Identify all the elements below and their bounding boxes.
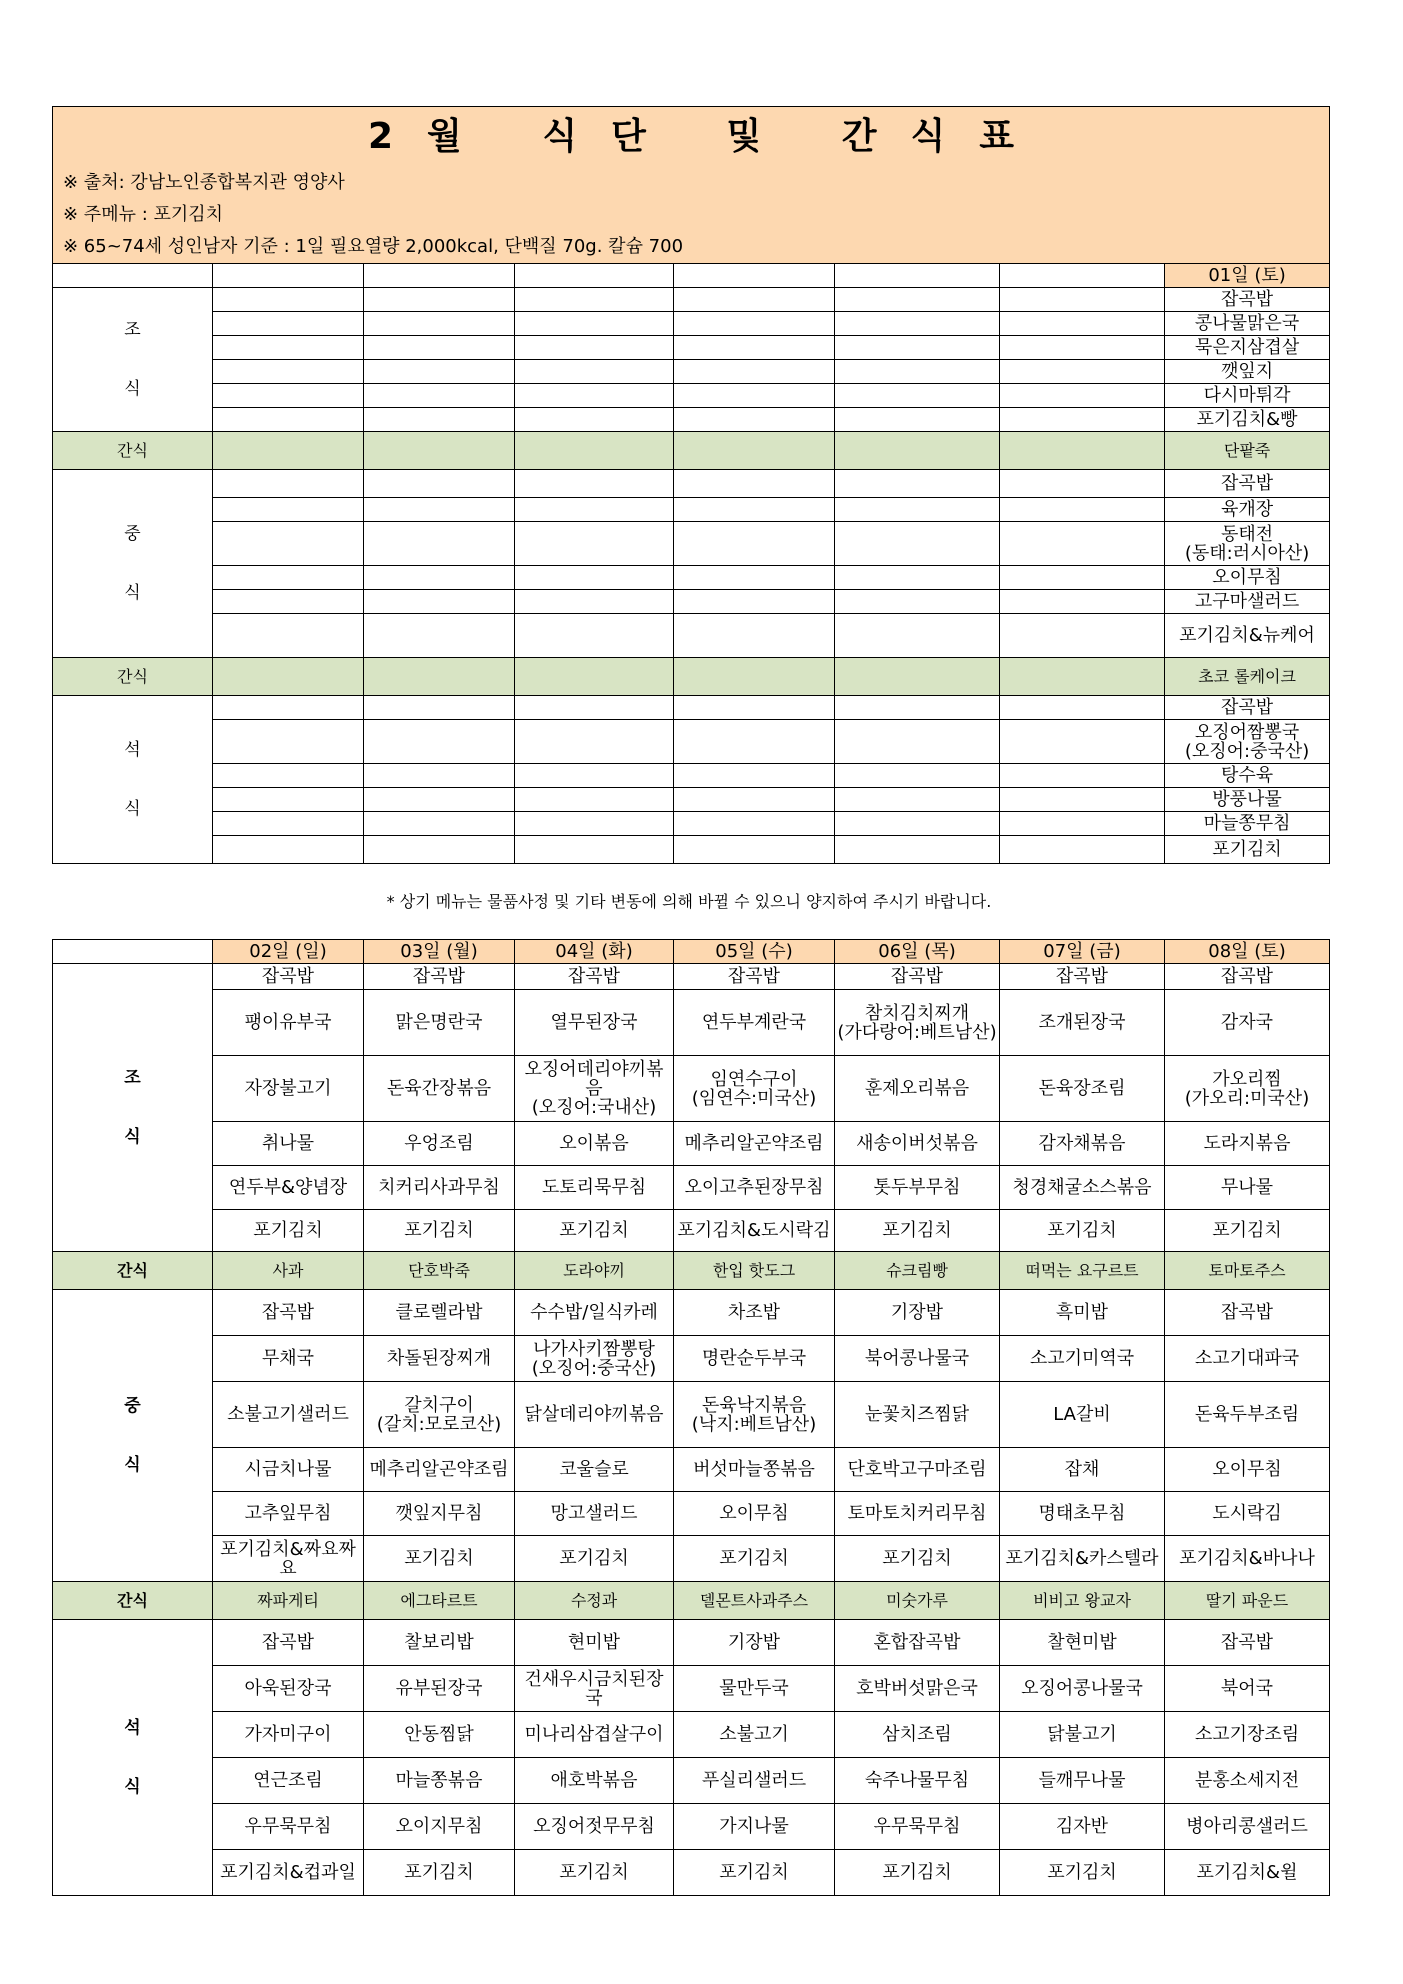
menu-item: 도시락김 [1165, 1492, 1330, 1536]
meal-label [53, 696, 213, 864]
menu-item: 동태전 (동태:러시아산) [1165, 522, 1330, 566]
menu-item: 안동찜닭 [364, 1712, 515, 1758]
menu-row [53, 522, 1330, 566]
menu-item: 호박버섯맑은국 [835, 1666, 1000, 1712]
menu-item: 가자미구이 [213, 1712, 364, 1758]
menu-item: 수수밥/일식카레 [515, 1290, 674, 1336]
day-header: 02일 (일) [213, 940, 364, 964]
menu-item: 잡곡밥 [364, 964, 515, 990]
snack-row [53, 1252, 1330, 1290]
menu-row [53, 964, 1330, 990]
menu-item: 단호박고구마조림 [835, 1448, 1000, 1492]
menu-item: 포기김치 [515, 1850, 674, 1896]
menu-item: 잡곡밥 [835, 964, 1000, 990]
snack-item: 미숫가루 [835, 1582, 1000, 1620]
menu-item: 분홍소세지전 [1165, 1758, 1330, 1804]
menu-item: 갈치구이 (갈치:모로코산) [364, 1382, 515, 1448]
menu-item: 잡곡밥 [213, 1620, 364, 1666]
menu-row [53, 1448, 1330, 1492]
menu-item: 메추리알곤약조림 [674, 1122, 835, 1166]
menu-item: 포기김치 [515, 1536, 674, 1582]
day-header: 03일 (월) [364, 940, 515, 964]
snack-item: 단호박죽 [364, 1252, 515, 1290]
menu-item: 무채국 [213, 1336, 364, 1382]
menu-item: 오이무침 [1165, 566, 1330, 590]
menu-item: 병아리콩샐러드 [1165, 1804, 1330, 1850]
menu-row [53, 566, 1330, 590]
menu-item: 청경채굴소스볶음 [1000, 1166, 1165, 1210]
day-header: 01일 (토) [1165, 264, 1330, 288]
snack-item: 슈크림빵 [835, 1252, 1000, 1290]
menu-item: 포기김치&빵 [1165, 408, 1330, 432]
menu-item: 미나리삼겹살구이 [515, 1712, 674, 1758]
menu-item: 포기김치&도시락김 [674, 1210, 835, 1252]
menu-item: 포기김치 [364, 1210, 515, 1252]
menu-item: 돈육간장볶음 [364, 1056, 515, 1122]
meal-label-top: 석 [124, 1717, 141, 1738]
menu-item: 소불고기샐러드 [213, 1382, 364, 1448]
menu-item: 탕수육 [1165, 764, 1330, 788]
week1-menu-table [52, 106, 1330, 864]
snack-item: 딸기 파운드 [1165, 1582, 1330, 1620]
menu-item: 가오리찜 (가오리:미국산) [1165, 1056, 1330, 1122]
menu-row [53, 1758, 1330, 1804]
menu-item: 고추잎무침 [213, 1492, 364, 1536]
menu-row [53, 312, 1330, 336]
menu-item: 포기김치 [835, 1210, 1000, 1252]
menu-item: 우무묵무침 [835, 1804, 1000, 1850]
menu-item: 망고샐러드 [515, 1492, 674, 1536]
snack-item: 단팥죽 [1165, 432, 1330, 470]
meal-label [53, 1290, 213, 1582]
menu-item: 코울슬로 [515, 1448, 674, 1492]
day-header: 08일 (토) [1165, 940, 1330, 964]
menu-item: 오징어젓무무침 [515, 1804, 674, 1850]
menu-item: 잡곡밥 [1165, 696, 1330, 720]
info-nutrition: ※ 65~74세 성인남자 기준 : 1일 필요열량 2,000kcal, 단백질 70g. 칼슘 700 [63, 236, 684, 257]
menu-item: 조개된장국 [1000, 990, 1165, 1056]
menu-row [53, 1166, 1330, 1210]
menu-item: 포기김치 [674, 1850, 835, 1896]
menu-item: 마늘쫑볶음 [364, 1758, 515, 1804]
header-block [53, 107, 1330, 264]
menu-item: 팽이유부국 [213, 990, 364, 1056]
week1-day-header-row [53, 264, 1330, 288]
day-header: 04일 (화) [515, 940, 674, 964]
page-title: 2월 식단 및 간식표 [368, 116, 1049, 157]
menu-item: 고구마샐러드 [1165, 590, 1330, 614]
menu-item: 무나물 [1165, 1166, 1330, 1210]
day-header: 06일 (목) [835, 940, 1000, 964]
meal-label-top: 중 [124, 523, 141, 544]
menu-row [53, 1620, 1330, 1666]
menu-item: 돈육두부조림 [1165, 1382, 1330, 1448]
menu-item: 포기김치 [674, 1536, 835, 1582]
menu-row [53, 812, 1330, 836]
menu-item: 감자국 [1165, 990, 1330, 1056]
menu-item: 포기김치&윌 [1165, 1850, 1330, 1896]
menu-row [53, 470, 1330, 498]
menu-row [53, 498, 1330, 522]
meal-label-bottom: 식 [124, 1126, 141, 1147]
menu-row [53, 990, 1330, 1056]
menu-item: 깻잎지 [1165, 360, 1330, 384]
menu-item: 톳두부무침 [835, 1166, 1000, 1210]
menu-item: 들깨무나물 [1000, 1758, 1165, 1804]
menu-item: 기장밥 [835, 1290, 1000, 1336]
menu-item: 오징어데리야끼볶음 (오징어:국내산) [515, 1056, 674, 1122]
menu-item: 오이지무침 [364, 1804, 515, 1850]
menu-item: 취나물 [213, 1122, 364, 1166]
week2-menu-table [52, 939, 1330, 1896]
menu-item: 포기김치 [1000, 1210, 1165, 1252]
menu-item: 토마토치커리무침 [835, 1492, 1000, 1536]
menu-row [53, 1536, 1330, 1582]
meal-label [53, 288, 213, 432]
snack-label: 간식 [53, 1582, 213, 1620]
menu-item: 버섯마늘쫑볶음 [674, 1448, 835, 1492]
menu-row [53, 1336, 1330, 1382]
menu-item: 우엉조림 [364, 1122, 515, 1166]
menu-row [53, 1056, 1330, 1122]
meal-label-top: 중 [124, 1395, 141, 1416]
snack-item: 초코 롤케이크 [1165, 658, 1330, 696]
menu-item: 잡곡밥 [515, 964, 674, 990]
menu-row [53, 614, 1330, 658]
menu-item: 삼치조림 [835, 1712, 1000, 1758]
menu-item: 돈육낙지볶음 (낙지:베트남산) [674, 1382, 835, 1448]
menu-item: 포기김치 [515, 1210, 674, 1252]
menu-item: 깻잎지무침 [364, 1492, 515, 1536]
menu-item: 포기김치 [1165, 1210, 1330, 1252]
menu-item: 북어국 [1165, 1666, 1330, 1712]
snack-row [53, 1582, 1330, 1620]
meal-label [53, 470, 213, 658]
menu-item: 훈제오리볶음 [835, 1056, 1000, 1122]
menu-item: 맑은명란국 [364, 990, 515, 1056]
meal-label-bottom: 식 [124, 1776, 141, 1797]
menu-row [53, 1666, 1330, 1712]
menu-item: 애호박볶음 [515, 1758, 674, 1804]
snack-item: 짜파게티 [213, 1582, 364, 1620]
menu-item: 현미밥 [515, 1620, 674, 1666]
snack-item: 에그타르트 [364, 1582, 515, 1620]
meal-label [53, 964, 213, 1252]
menu-item: 포기김치&바나나 [1165, 1536, 1330, 1582]
menu-item: 포기김치 [213, 1210, 364, 1252]
snack-row [53, 432, 1330, 470]
menu-item: 포기김치 [835, 1536, 1000, 1582]
snack-item: 사과 [213, 1252, 364, 1290]
menu-item: 찰보리밥 [364, 1620, 515, 1666]
menu-row [53, 288, 1330, 312]
menu-item: 차돌된장찌개 [364, 1336, 515, 1382]
menu-item: 임연수구이 (임연수:미국산) [674, 1056, 835, 1122]
menu-item: 포기김치 [1000, 1850, 1165, 1896]
menu-item: 마늘쫑무침 [1165, 812, 1330, 836]
menu-item: 연근조림 [213, 1758, 364, 1804]
snack-item: 떠먹는 요구르트 [1000, 1252, 1165, 1290]
snack-label: 간식 [53, 658, 213, 696]
snack-row [53, 658, 1330, 696]
menu-item: 포기김치 [1165, 836, 1330, 864]
meal-label-bottom: 식 [124, 1454, 141, 1475]
snack-item: 델몬트사과주스 [674, 1582, 835, 1620]
menu-item: 도라지볶음 [1165, 1122, 1330, 1166]
menu-item: 포기김치 [835, 1850, 1000, 1896]
info-main-menu: ※ 주메뉴 : 포기김치 [63, 204, 224, 225]
snack-item: 비비고 왕교자 [1000, 1582, 1165, 1620]
snack-item: 한입 핫도그 [674, 1252, 835, 1290]
menu-row [53, 1850, 1330, 1896]
menu-item: 육개장 [1165, 498, 1330, 522]
menu-item: 포기김치&컵과일 [213, 1850, 364, 1896]
menu-item: 건새우시금치된장국 [515, 1666, 674, 1712]
menu-row [53, 1382, 1330, 1448]
menu-item: 오이고추된장무침 [674, 1166, 835, 1210]
menu-item: 숙주나물무침 [835, 1758, 1000, 1804]
menu-row [53, 720, 1330, 764]
meal-label-bottom: 식 [124, 798, 141, 819]
notice-text: * 상기 메뉴는 물품사정 및 기타 변동에 의해 바뀔 수 있으니 양지하여 주시기 바랍니다. [386, 892, 992, 911]
menu-item: 아욱된장국 [213, 1666, 364, 1712]
menu-item: 연두부계란국 [674, 990, 835, 1056]
menu-item: 클로렐라밥 [364, 1290, 515, 1336]
menu-item: 잡곡밥 [213, 1290, 364, 1336]
menu-item: 메추리알곤약조림 [364, 1448, 515, 1492]
menu-item: 찰현미밥 [1000, 1620, 1165, 1666]
menu-item: 포기김치&짜요짜요 [213, 1536, 364, 1582]
menu-item: 오징어콩나물국 [1000, 1666, 1165, 1712]
meal-label-top: 석 [124, 739, 141, 760]
menu-item: 잡곡밥 [1165, 1620, 1330, 1666]
menu-item: 흑미밥 [1000, 1290, 1165, 1336]
snack-item: 수정과 [515, 1582, 674, 1620]
menu-item: 오징어짬뽕국 (오징어:중국산) [1165, 720, 1330, 764]
meal-label-bottom: 식 [124, 582, 141, 603]
menu-row [53, 1210, 1330, 1252]
menu-item: 오이볶음 [515, 1122, 674, 1166]
snack-label: 간식 [53, 1252, 213, 1290]
menu-row [53, 788, 1330, 812]
week2-day-header-row [53, 940, 1330, 964]
menu-item: 눈꽃치즈찜닭 [835, 1382, 1000, 1448]
menu-item: LA갈비 [1000, 1382, 1165, 1448]
menu-item: 닭살데리야끼볶음 [515, 1382, 674, 1448]
snack-label: 간식 [53, 432, 213, 470]
menu-row [53, 836, 1330, 864]
menu-item: 닭불고기 [1000, 1712, 1165, 1758]
menu-item: 감자채볶음 [1000, 1122, 1165, 1166]
meal-label [53, 1620, 213, 1896]
menu-item: 잡곡밥 [1165, 1290, 1330, 1336]
menu-item: 묵은지삼겹살 [1165, 336, 1330, 360]
menu-item: 포기김치 [364, 1536, 515, 1582]
menu-item: 오이무침 [1165, 1448, 1330, 1492]
menu-item: 다시마튀각 [1165, 384, 1330, 408]
menu-item: 잡곡밥 [1165, 470, 1330, 498]
menu-item: 기장밥 [674, 1620, 835, 1666]
menu-item: 새송이버섯볶음 [835, 1122, 1000, 1166]
menu-item: 차조밥 [674, 1290, 835, 1336]
menu-item: 명태초무침 [1000, 1492, 1165, 1536]
menu-item: 참치김치찌개 (가다랑어:베트남산) [835, 990, 1000, 1056]
menu-row [53, 1122, 1330, 1166]
menu-item: 소불고기 [674, 1712, 835, 1758]
menu-item: 잡곡밥 [1165, 964, 1330, 990]
meal-label-top: 조 [124, 1067, 141, 1088]
snack-item: 도라야끼 [515, 1252, 674, 1290]
menu-item: 오이무침 [674, 1492, 835, 1536]
menu-row [53, 408, 1330, 432]
menu-item: 물만두국 [674, 1666, 835, 1712]
menu-item: 유부된장국 [364, 1666, 515, 1712]
menu-item: 시금치나물 [213, 1448, 364, 1492]
menu-item: 포기김치&카스텔라 [1000, 1536, 1165, 1582]
menu-item: 잡곡밥 [1165, 288, 1330, 312]
meal-label-top: 조 [124, 319, 141, 340]
menu-item: 북어콩나물국 [835, 1336, 1000, 1382]
menu-row [53, 1804, 1330, 1850]
menu-row [53, 1290, 1330, 1336]
menu-item: 잡곡밥 [674, 964, 835, 990]
menu-row [53, 590, 1330, 614]
meal-label-bottom: 식 [124, 378, 141, 399]
menu-item: 소고기장조림 [1165, 1712, 1330, 1758]
menu-row [53, 696, 1330, 720]
menu-item: 도토리묵무침 [515, 1166, 674, 1210]
menu-item: 자장불고기 [213, 1056, 364, 1122]
menu-item: 열무된장국 [515, 990, 674, 1056]
menu-row [53, 764, 1330, 788]
day-header: 05일 (수) [674, 940, 835, 964]
menu-item: 우무묵무침 [213, 1804, 364, 1850]
menu-row [53, 360, 1330, 384]
menu-item: 김자반 [1000, 1804, 1165, 1850]
menu-item: 콩나물맑은국 [1165, 312, 1330, 336]
menu-item: 돈육장조림 [1000, 1056, 1165, 1122]
day-header: 07일 (금) [1000, 940, 1165, 964]
menu-item: 잡곡밥 [213, 964, 364, 990]
menu-item: 명란순두부국 [674, 1336, 835, 1382]
menu-item: 푸실리샐러드 [674, 1758, 835, 1804]
menu-item: 잡곡밥 [1000, 964, 1165, 990]
menu-row [53, 384, 1330, 408]
menu-item: 포기김치 [364, 1850, 515, 1896]
menu-item: 나가사키짬뽕탕 (오징어:중국산) [515, 1336, 674, 1382]
menu-item: 연두부&양념장 [213, 1166, 364, 1210]
menu-item: 포기김치&뉴케어 [1165, 614, 1330, 658]
info-source: ※ 출처: 강남노인종합복지관 영양사 [63, 172, 345, 193]
menu-item: 혼합잡곡밥 [835, 1620, 1000, 1666]
menu-item: 소고기대파국 [1165, 1336, 1330, 1382]
snack-item: 토마토주스 [1165, 1252, 1330, 1290]
menu-row [53, 336, 1330, 360]
menu-item: 소고기미역국 [1000, 1336, 1165, 1382]
menu-item: 잡채 [1000, 1448, 1165, 1492]
menu-row [53, 1492, 1330, 1536]
menu-row [53, 1712, 1330, 1758]
menu-item: 치커리사과무침 [364, 1166, 515, 1210]
menu-item: 가지나물 [674, 1804, 835, 1850]
menu-item: 방풍나물 [1165, 788, 1330, 812]
